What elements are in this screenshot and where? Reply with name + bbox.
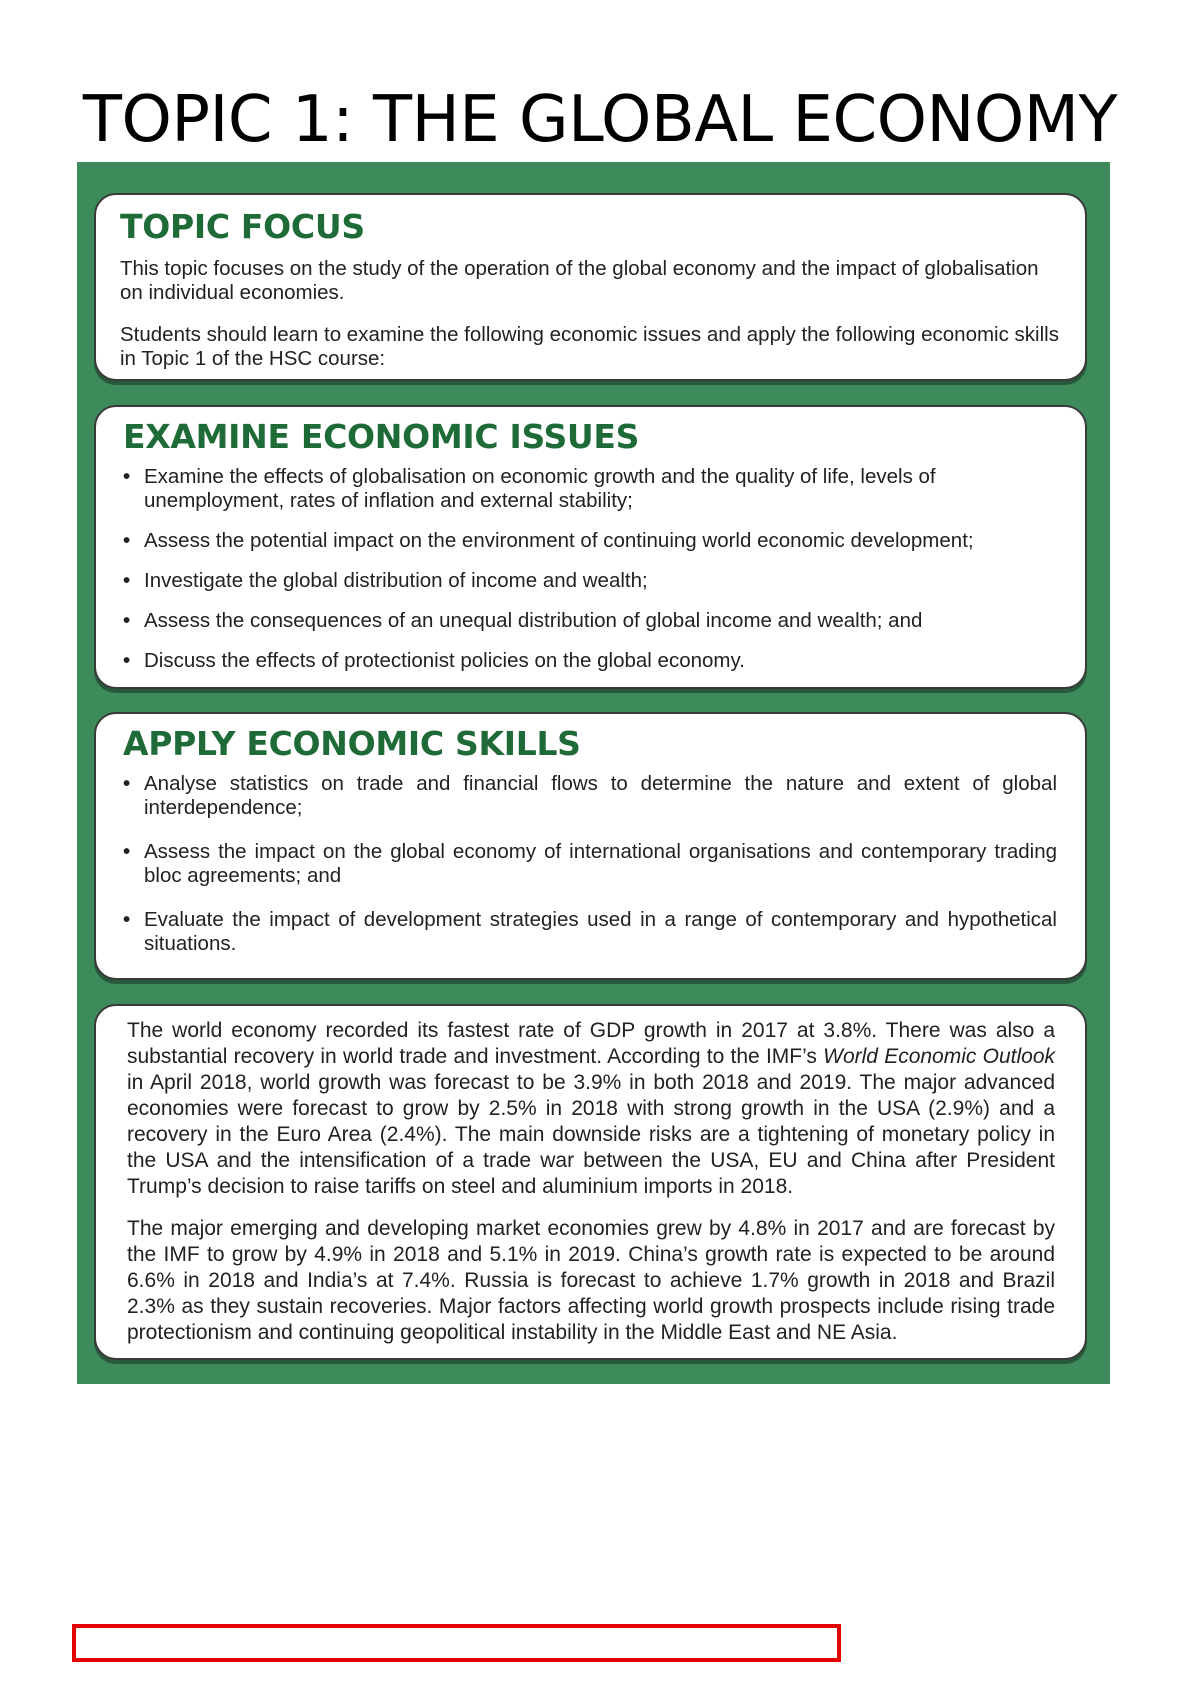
publication-title: World Economic Outlook xyxy=(823,1045,1055,1068)
list-item-text: Assess the potential impact on the environment of continuing world economic development; xyxy=(144,529,974,552)
topic-focus-paragraph: This topic focuses on the study of the operation of the global economy and the impact of globalisation on individual economies. xyxy=(120,257,1039,304)
topic-focus-heading: TOPIC FOCUS xyxy=(120,207,365,246)
list-item xyxy=(123,649,1061,673)
apply-skills-heading: APPLY ECONOMIC SKILLS xyxy=(123,724,581,763)
list-item-text: Investigate the global distribution of income and wealth; xyxy=(144,569,648,592)
topic-panel xyxy=(77,162,1110,1384)
summary-text: in April 2018, world growth was forecast to be 3.9% in both 2018 and 2019. The major advanced economies were forecast to grow by 2.5% in 2018 with strong growth in the USA (2.9%) and a recovery in the Euro Area (2.4%). The main downside risks are a tightening of monetary policy in the USA and the intensification of a trade war between the USA, EU and China after President Trump’s decision to raise tariffs on steel and aluminium imports in 2018. xyxy=(127,1071,1055,1198)
summary-text: The world economy recorded its fastest rate of GDP growth in 2017 at 3.8%. There was also a substantial recovery in world trade and investment. According to the IMF’s xyxy=(127,1019,1055,1068)
list-item-text: Evaluate the impact of development strategies used in a range of contemporary and hypothetical situations. xyxy=(144,908,1057,955)
list-item-text: Discuss the effects of protectionist policies on the global economy. xyxy=(144,649,745,672)
list-item xyxy=(123,529,1061,553)
list-item xyxy=(123,840,1057,888)
apply-skills-card xyxy=(94,712,1087,980)
list-item xyxy=(123,772,1057,820)
list-item-text: Assess the consequences of an unequal distribution of global income and wealth; and xyxy=(144,609,923,632)
list-item xyxy=(123,908,1057,956)
list-item xyxy=(123,465,1061,513)
summary-paragraph xyxy=(127,1018,1055,1200)
summary-paragraph: The major emerging and developing market economies grew by 4.8% in 2017 and are forecast by the IMF to grow by 4.9% in 2018 and 5.1% in 2019. China’s growth rate is expected to be around 6.6% in 2018 and India’s at 7.4%. Russia is forecast to achieve 1.7% growth in 2018 and Brazil 2.3% as they sustain recoveries. Major factors affecting world growth prospects include rising trade protectionism and continuing geopolitical instability in the Middle East and NE Asia. xyxy=(127,1217,1055,1344)
topic-focus-paragraph: Students should learn to examine the following economic issues and apply the following economic skills in Topic 1 of the HSC course: xyxy=(120,323,1059,370)
list-item-text: Analyse statistics on trade and financial flows to determine the nature and extent of global interdependence; xyxy=(144,772,1057,819)
list-item xyxy=(123,569,1061,593)
bullet-icon: • xyxy=(123,840,131,863)
bullet-icon: • xyxy=(123,529,131,552)
topic-focus-card xyxy=(94,193,1087,381)
bullet-icon: • xyxy=(123,772,131,795)
list-item xyxy=(123,609,1061,633)
list-item-text: Assess the impact on the global economy of international organisations and contemporary trading bloc agreements; and xyxy=(144,840,1057,887)
bullet-icon: • xyxy=(123,465,131,488)
bullet-icon: • xyxy=(123,908,131,931)
apply-skills-list xyxy=(123,772,1057,956)
red-outline-box xyxy=(72,1624,841,1662)
examine-issues-card xyxy=(94,405,1087,689)
bullet-icon: • xyxy=(123,609,131,632)
list-item-text: Examine the effects of globalisation on economic growth and the quality of life, levels of unemployment, rates of inflation and external stability; xyxy=(144,465,936,512)
examine-issues-list xyxy=(123,465,1061,673)
page-title: TOPIC 1: THE GLOBAL ECONOMY xyxy=(82,83,1118,157)
economy-summary-card xyxy=(94,1004,1087,1360)
examine-issues-heading: EXAMINE ECONOMIC ISSUES xyxy=(123,417,640,456)
bullet-icon: • xyxy=(123,569,131,592)
bullet-icon: • xyxy=(123,649,131,672)
